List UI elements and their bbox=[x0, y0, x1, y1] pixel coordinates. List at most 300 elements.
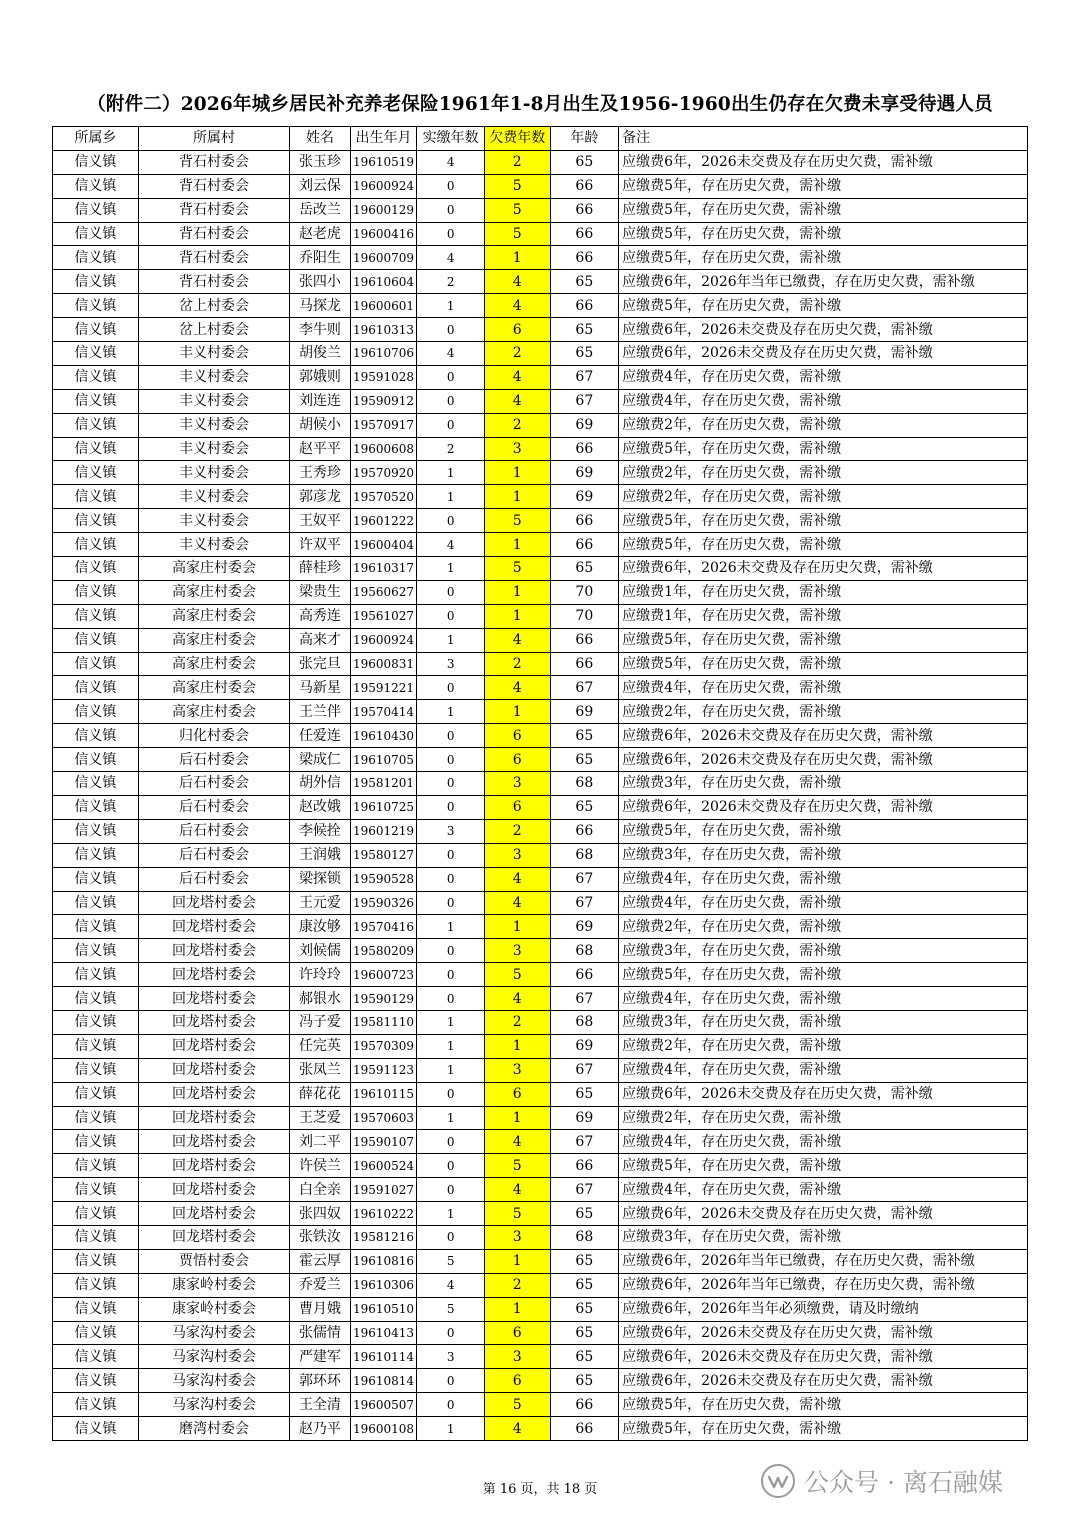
cell-owed-years: 1 bbox=[484, 461, 550, 485]
cell-owed-years: 1 bbox=[484, 246, 550, 270]
table-row bbox=[53, 795, 1028, 819]
cell-paid-years: 0 bbox=[417, 939, 485, 963]
cell-remarks: 应缴费6年，2026未交费及存在历史欠费，需补缴 bbox=[619, 1321, 1028, 1345]
cell-birth: 19610814 bbox=[350, 1369, 417, 1393]
cell-birth: 19590129 bbox=[350, 987, 417, 1011]
cell-owed-years: 4 bbox=[484, 891, 550, 915]
cell-township: 信义镇 bbox=[53, 939, 139, 963]
cell-remarks: 应缴费3年，存在历史欠费，需补缴 bbox=[619, 939, 1028, 963]
cell-age: 65 bbox=[550, 1082, 619, 1106]
cell-name: 许玲玲 bbox=[290, 963, 351, 987]
cell-birth: 19610317 bbox=[350, 557, 417, 581]
cell-birth: 19591221 bbox=[350, 676, 417, 700]
table-row bbox=[53, 557, 1028, 581]
cell-owed-years: 3 bbox=[484, 772, 550, 796]
cell-owed-years: 2 bbox=[484, 1273, 550, 1297]
cell-village: 回龙塔村委会 bbox=[138, 891, 289, 915]
cell-age: 67 bbox=[550, 867, 619, 891]
cell-owed-years: 3 bbox=[484, 1345, 550, 1369]
cell-birth: 19600416 bbox=[350, 222, 417, 246]
table-row bbox=[53, 963, 1028, 987]
col-village: 所属村 bbox=[138, 127, 289, 151]
cell-village: 高家庄村委会 bbox=[138, 557, 289, 581]
cell-remarks: 应缴费5年，存在历史欠费，需补缴 bbox=[619, 198, 1028, 222]
table-row bbox=[53, 485, 1028, 509]
cell-paid-years: 0 bbox=[417, 1130, 485, 1154]
cell-birth: 19600507 bbox=[350, 1393, 417, 1417]
cell-age: 65 bbox=[550, 1273, 619, 1297]
cell-village: 康家岭村委会 bbox=[138, 1297, 289, 1321]
cell-paid-years: 3 bbox=[417, 1345, 485, 1369]
cell-village: 后石村委会 bbox=[138, 843, 289, 867]
cell-paid-years: 5 bbox=[417, 1297, 485, 1321]
cell-age: 66 bbox=[550, 1393, 619, 1417]
cell-birth: 19601219 bbox=[350, 819, 417, 843]
cell-paid-years: 1 bbox=[417, 1058, 485, 1082]
cell-owed-years: 1 bbox=[484, 604, 550, 628]
cell-birth: 19610115 bbox=[350, 1082, 417, 1106]
cell-owed-years: 4 bbox=[484, 987, 550, 1011]
cell-remarks: 应缴费2年，存在历史欠费，需补缴 bbox=[619, 413, 1028, 437]
cell-name: 赵老虎 bbox=[290, 222, 351, 246]
table-row bbox=[53, 772, 1028, 796]
table-row bbox=[53, 270, 1028, 294]
col-township: 所属乡 bbox=[53, 127, 139, 151]
cell-owed-years: 1 bbox=[484, 533, 550, 557]
cell-birth: 19601222 bbox=[350, 509, 417, 533]
cell-birth: 19591123 bbox=[350, 1058, 417, 1082]
cell-remarks: 应缴费4年，存在历史欠费，需补缴 bbox=[619, 867, 1028, 891]
cell-village: 背石村委会 bbox=[138, 246, 289, 270]
cell-name: 梁探锁 bbox=[290, 867, 351, 891]
cell-paid-years: 0 bbox=[417, 748, 485, 772]
table-row bbox=[53, 246, 1028, 270]
cell-name: 梁贵生 bbox=[290, 580, 351, 604]
cell-township: 信义镇 bbox=[53, 604, 139, 628]
cell-remarks: 应缴费4年，存在历史欠费，需补缴 bbox=[619, 1178, 1028, 1202]
cell-birth: 19610725 bbox=[350, 795, 417, 819]
cell-name: 许双平 bbox=[290, 533, 351, 557]
cell-remarks: 应缴费3年，存在历史欠费，需补缴 bbox=[619, 843, 1028, 867]
cell-paid-years: 0 bbox=[417, 891, 485, 915]
table-row bbox=[53, 294, 1028, 318]
cell-birth: 19600608 bbox=[350, 437, 417, 461]
cell-township: 信义镇 bbox=[53, 413, 139, 437]
cell-remarks: 应缴费5年，存在历史欠费，需补缴 bbox=[619, 1417, 1028, 1441]
cell-age: 66 bbox=[550, 819, 619, 843]
cell-name: 王全清 bbox=[290, 1393, 351, 1417]
cell-age: 66 bbox=[550, 652, 619, 676]
table-row bbox=[53, 580, 1028, 604]
table-row bbox=[53, 604, 1028, 628]
cell-remarks: 应缴费5年，存在历史欠费，需补缴 bbox=[619, 1154, 1028, 1178]
cell-name: 薛桂珍 bbox=[290, 557, 351, 581]
cell-village: 磨湾村委会 bbox=[138, 1417, 289, 1441]
cell-remarks: 应缴费6年，2026未交费及存在历史欠费，需补缴 bbox=[619, 724, 1028, 748]
cell-name: 王芝爱 bbox=[290, 1106, 351, 1130]
cell-village: 高家庄村委会 bbox=[138, 628, 289, 652]
cell-paid-years: 0 bbox=[417, 509, 485, 533]
table-row bbox=[53, 700, 1028, 724]
cell-remarks: 应缴费6年，2026未交费及存在历史欠费，需补缴 bbox=[619, 748, 1028, 772]
cell-birth: 19600108 bbox=[350, 1417, 417, 1441]
cell-township: 信义镇 bbox=[53, 1393, 139, 1417]
cell-remarks: 应缴费5年，存在历史欠费，需补缴 bbox=[619, 533, 1028, 557]
table-row bbox=[53, 1345, 1028, 1369]
cell-birth: 19581110 bbox=[350, 1010, 417, 1034]
cell-age: 65 bbox=[550, 270, 619, 294]
cell-name: 张玉珍 bbox=[290, 150, 351, 174]
cell-village: 丰义村委会 bbox=[138, 509, 289, 533]
wechat-channel-icon bbox=[760, 1463, 796, 1499]
col-owed-years: 欠费年数 bbox=[484, 127, 550, 151]
cell-township: 信义镇 bbox=[53, 1106, 139, 1130]
cell-birth: 19600924 bbox=[350, 174, 417, 198]
cell-remarks: 应缴费6年，2026年当年已缴费，存在历史欠费，需补缴 bbox=[619, 270, 1028, 294]
cell-village: 回龙塔村委会 bbox=[138, 915, 289, 939]
table-row bbox=[53, 461, 1028, 485]
cell-name: 刘云保 bbox=[290, 174, 351, 198]
cell-birth: 19590912 bbox=[350, 389, 417, 413]
table-row bbox=[53, 867, 1028, 891]
cell-birth: 19570414 bbox=[350, 700, 417, 724]
cell-township: 信义镇 bbox=[53, 389, 139, 413]
col-paid-years: 实缴年数 bbox=[417, 127, 485, 151]
cell-remarks: 应缴费6年，2026未交费及存在历史欠费，需补缴 bbox=[619, 1202, 1028, 1226]
cell-name: 梁成仁 bbox=[290, 748, 351, 772]
cell-remarks: 应缴费2年，存在历史欠费，需补缴 bbox=[619, 485, 1028, 509]
cell-village: 丰义村委会 bbox=[138, 485, 289, 509]
cell-birth: 19570309 bbox=[350, 1034, 417, 1058]
cell-paid-years: 4 bbox=[417, 150, 485, 174]
cell-village: 贾悟村委会 bbox=[138, 1249, 289, 1273]
cell-birth: 19600601 bbox=[350, 294, 417, 318]
cell-age: 66 bbox=[550, 533, 619, 557]
table-row bbox=[53, 1249, 1028, 1273]
cell-paid-years: 4 bbox=[417, 1273, 485, 1297]
cell-birth: 19590107 bbox=[350, 1130, 417, 1154]
cell-age: 69 bbox=[550, 461, 619, 485]
cell-owed-years: 6 bbox=[484, 748, 550, 772]
cell-birth: 19570917 bbox=[350, 413, 417, 437]
cell-township: 信义镇 bbox=[53, 533, 139, 557]
cell-owed-years: 6 bbox=[484, 1369, 550, 1393]
cell-village: 背石村委会 bbox=[138, 198, 289, 222]
cell-township: 信义镇 bbox=[53, 724, 139, 748]
cell-owed-years: 4 bbox=[484, 676, 550, 700]
cell-paid-years: 0 bbox=[417, 174, 485, 198]
cell-paid-years: 4 bbox=[417, 533, 485, 557]
cell-birth: 19610114 bbox=[350, 1345, 417, 1369]
cell-village: 回龙塔村委会 bbox=[138, 1202, 289, 1226]
cell-name: 高秀连 bbox=[290, 604, 351, 628]
cell-owed-years: 5 bbox=[484, 963, 550, 987]
cell-owed-years: 3 bbox=[484, 843, 550, 867]
cell-paid-years: 0 bbox=[417, 222, 485, 246]
cell-village: 背石村委会 bbox=[138, 270, 289, 294]
cell-paid-years: 0 bbox=[417, 604, 485, 628]
document-title: （附件二）2026年城乡居民补充养老保险1961年1-8月出生及1956-1960出生仍存在欠费未享受待遇人员 bbox=[87, 94, 993, 115]
cell-owed-years: 5 bbox=[484, 1202, 550, 1226]
cell-name: 岳改兰 bbox=[290, 198, 351, 222]
cell-village: 丰义村委会 bbox=[138, 342, 289, 366]
cell-name: 赵平平 bbox=[290, 437, 351, 461]
cell-age: 65 bbox=[550, 1297, 619, 1321]
cell-name: 马新星 bbox=[290, 676, 351, 700]
cell-township: 信义镇 bbox=[53, 1010, 139, 1034]
cell-paid-years: 1 bbox=[417, 700, 485, 724]
cell-remarks: 应缴费4年，存在历史欠费，需补缴 bbox=[619, 676, 1028, 700]
cell-age: 67 bbox=[550, 1058, 619, 1082]
table-row bbox=[53, 1202, 1028, 1226]
cell-remarks: 应缴费1年，存在历史欠费，需补缴 bbox=[619, 580, 1028, 604]
cell-birth: 19570603 bbox=[350, 1106, 417, 1130]
cell-name: 任爱连 bbox=[290, 724, 351, 748]
cell-owed-years: 5 bbox=[484, 509, 550, 533]
cell-village: 高家庄村委会 bbox=[138, 604, 289, 628]
cell-age: 66 bbox=[550, 294, 619, 318]
table-row bbox=[53, 1225, 1028, 1249]
cell-birth: 19600404 bbox=[350, 533, 417, 557]
cell-paid-years: 0 bbox=[417, 772, 485, 796]
cell-age: 70 bbox=[550, 580, 619, 604]
cell-township: 信义镇 bbox=[53, 365, 139, 389]
watermark bbox=[760, 1463, 1003, 1499]
cell-age: 65 bbox=[550, 150, 619, 174]
cell-remarks: 应缴费6年，2026未交费及存在历史欠费，需补缴 bbox=[619, 1369, 1028, 1393]
cell-township: 信义镇 bbox=[53, 318, 139, 342]
cell-owed-years: 1 bbox=[484, 1249, 550, 1273]
col-birth: 出生年月 bbox=[350, 127, 417, 151]
cell-name: 乔阳生 bbox=[290, 246, 351, 270]
table-row bbox=[53, 652, 1028, 676]
cell-township: 信义镇 bbox=[53, 987, 139, 1011]
cell-age: 65 bbox=[550, 748, 619, 772]
cell-birth: 19610705 bbox=[350, 748, 417, 772]
cell-age: 66 bbox=[550, 1417, 619, 1441]
cell-name: 王元爱 bbox=[290, 891, 351, 915]
cell-village: 回龙塔村委会 bbox=[138, 939, 289, 963]
cell-name: 张儒情 bbox=[290, 1321, 351, 1345]
cell-village: 后石村委会 bbox=[138, 819, 289, 843]
cell-name: 马探龙 bbox=[290, 294, 351, 318]
cell-remarks: 应缴费6年，2026年当年已缴费，存在历史欠费，需补缴 bbox=[619, 1273, 1028, 1297]
cell-age: 69 bbox=[550, 485, 619, 509]
cell-owed-years: 1 bbox=[484, 1034, 550, 1058]
cell-name: 刘连连 bbox=[290, 389, 351, 413]
cell-village: 回龙塔村委会 bbox=[138, 1010, 289, 1034]
cell-paid-years: 0 bbox=[417, 318, 485, 342]
cell-name: 郭彦龙 bbox=[290, 485, 351, 509]
cell-paid-years: 0 bbox=[417, 580, 485, 604]
cell-owed-years: 3 bbox=[484, 1058, 550, 1082]
cell-owed-years: 1 bbox=[484, 1297, 550, 1321]
table-row bbox=[53, 1034, 1028, 1058]
table-row bbox=[53, 987, 1028, 1011]
table-row bbox=[53, 413, 1028, 437]
cell-owed-years: 4 bbox=[484, 365, 550, 389]
cell-owed-years: 6 bbox=[484, 724, 550, 748]
table-row bbox=[53, 1393, 1028, 1417]
cell-owed-years: 6 bbox=[484, 318, 550, 342]
cell-age: 66 bbox=[550, 198, 619, 222]
cell-birth: 19610706 bbox=[350, 342, 417, 366]
cell-owed-years: 5 bbox=[484, 1154, 550, 1178]
cell-name: 曹月娥 bbox=[290, 1297, 351, 1321]
cell-name: 张四小 bbox=[290, 270, 351, 294]
cell-birth: 19591027 bbox=[350, 1178, 417, 1202]
cell-village: 回龙塔村委会 bbox=[138, 1034, 289, 1058]
cell-remarks: 应缴费5年，存在历史欠费，需补缴 bbox=[619, 174, 1028, 198]
cell-remarks: 应缴费5年，存在历史欠费，需补缴 bbox=[619, 819, 1028, 843]
cell-village: 回龙塔村委会 bbox=[138, 1225, 289, 1249]
cell-age: 65 bbox=[550, 1202, 619, 1226]
cell-owed-years: 5 bbox=[484, 222, 550, 246]
cell-birth: 19591028 bbox=[350, 365, 417, 389]
cell-age: 68 bbox=[550, 772, 619, 796]
cell-village: 丰义村委会 bbox=[138, 461, 289, 485]
cell-age: 67 bbox=[550, 676, 619, 700]
cell-owed-years: 2 bbox=[484, 819, 550, 843]
cell-birth: 19561027 bbox=[350, 604, 417, 628]
cell-remarks: 应缴费5年，存在历史欠费，需补缴 bbox=[619, 509, 1028, 533]
cell-remarks: 应缴费2年，存在历史欠费，需补缴 bbox=[619, 915, 1028, 939]
cell-age: 67 bbox=[550, 389, 619, 413]
cell-remarks: 应缴费4年，存在历史欠费，需补缴 bbox=[619, 365, 1028, 389]
cell-paid-years: 1 bbox=[417, 1010, 485, 1034]
cell-village: 回龙塔村委会 bbox=[138, 1130, 289, 1154]
cell-township: 信义镇 bbox=[53, 342, 139, 366]
cell-age: 69 bbox=[550, 1106, 619, 1130]
cell-township: 信义镇 bbox=[53, 1369, 139, 1393]
cell-paid-years: 0 bbox=[417, 1393, 485, 1417]
cell-village: 后石村委会 bbox=[138, 748, 289, 772]
cell-birth: 19570416 bbox=[350, 915, 417, 939]
cell-birth: 19590326 bbox=[350, 891, 417, 915]
cell-remarks: 应缴费6年，2026未交费及存在历史欠费，需补缴 bbox=[619, 1082, 1028, 1106]
cell-township: 信义镇 bbox=[53, 748, 139, 772]
table-row bbox=[53, 819, 1028, 843]
cell-paid-years: 4 bbox=[417, 246, 485, 270]
cell-owed-years: 4 bbox=[484, 1178, 550, 1202]
cell-township: 信义镇 bbox=[53, 628, 139, 652]
cell-township: 信义镇 bbox=[53, 1082, 139, 1106]
cell-remarks: 应缴费5年，存在历史欠费，需补缴 bbox=[619, 294, 1028, 318]
cell-birth: 19600129 bbox=[350, 198, 417, 222]
cell-birth: 19610413 bbox=[350, 1321, 417, 1345]
cell-township: 信义镇 bbox=[53, 1297, 139, 1321]
cell-village: 丰义村委会 bbox=[138, 413, 289, 437]
cell-age: 66 bbox=[550, 509, 619, 533]
cell-paid-years: 1 bbox=[417, 1106, 485, 1130]
cell-owed-years: 5 bbox=[484, 557, 550, 581]
cell-birth: 19610510 bbox=[350, 1297, 417, 1321]
cell-township: 信义镇 bbox=[53, 174, 139, 198]
cell-birth: 19600524 bbox=[350, 1154, 417, 1178]
cell-township: 信义镇 bbox=[53, 1321, 139, 1345]
table-row bbox=[53, 437, 1028, 461]
cell-village: 高家庄村委会 bbox=[138, 676, 289, 700]
cell-paid-years: 0 bbox=[417, 1321, 485, 1345]
cell-village: 康家岭村委会 bbox=[138, 1273, 289, 1297]
cell-age: 69 bbox=[550, 915, 619, 939]
cell-township: 信义镇 bbox=[53, 652, 139, 676]
cell-age: 65 bbox=[550, 1345, 619, 1369]
cell-owed-years: 4 bbox=[484, 1417, 550, 1441]
cell-village: 背石村委会 bbox=[138, 150, 289, 174]
cell-paid-years: 0 bbox=[417, 198, 485, 222]
arrears-table bbox=[52, 126, 1028, 1441]
cell-birth: 19581201 bbox=[350, 772, 417, 796]
col-remarks: 备注 bbox=[619, 127, 1028, 151]
cell-paid-years: 0 bbox=[417, 963, 485, 987]
cell-owed-years: 6 bbox=[484, 1321, 550, 1345]
cell-remarks: 应缴费6年，2026未交费及存在历史欠费，需补缴 bbox=[619, 318, 1028, 342]
table-row bbox=[53, 1417, 1028, 1441]
cell-remarks: 应缴费5年，存在历史欠费，需补缴 bbox=[619, 628, 1028, 652]
cell-township: 信义镇 bbox=[53, 557, 139, 581]
cell-township: 信义镇 bbox=[53, 222, 139, 246]
cell-paid-years: 0 bbox=[417, 1082, 485, 1106]
cell-township: 信义镇 bbox=[53, 270, 139, 294]
cell-township: 信义镇 bbox=[53, 891, 139, 915]
cell-name: 李候拴 bbox=[290, 819, 351, 843]
cell-birth: 19570520 bbox=[350, 485, 417, 509]
cell-paid-years: 1 bbox=[417, 485, 485, 509]
cell-birth: 19600723 bbox=[350, 963, 417, 987]
cell-village: 回龙塔村委会 bbox=[138, 1178, 289, 1202]
cell-remarks: 应缴费5年，存在历史欠费，需补缴 bbox=[619, 437, 1028, 461]
cell-remarks: 应缴费5年，存在历史欠费，需补缴 bbox=[619, 1393, 1028, 1417]
cell-age: 65 bbox=[550, 1249, 619, 1273]
cell-birth: 19610816 bbox=[350, 1249, 417, 1273]
cell-remarks: 应缴费4年，存在历史欠费，需补缴 bbox=[619, 891, 1028, 915]
cell-name: 严建军 bbox=[290, 1345, 351, 1369]
header-row bbox=[53, 127, 1028, 151]
table-row bbox=[53, 150, 1028, 174]
table-row bbox=[53, 509, 1028, 533]
cell-name: 张完旦 bbox=[290, 652, 351, 676]
cell-remarks: 应缴费5年，存在历史欠费，需补缴 bbox=[619, 652, 1028, 676]
cell-owed-years: 6 bbox=[484, 1082, 550, 1106]
cell-paid-years: 1 bbox=[417, 1202, 485, 1226]
cell-paid-years: 0 bbox=[417, 365, 485, 389]
cell-age: 65 bbox=[550, 795, 619, 819]
col-name: 姓名 bbox=[290, 127, 351, 151]
cell-village: 岔上村委会 bbox=[138, 294, 289, 318]
cell-age: 66 bbox=[550, 246, 619, 270]
cell-village: 回龙塔村委会 bbox=[138, 987, 289, 1011]
cell-owed-years: 4 bbox=[484, 867, 550, 891]
cell-name: 胡俊兰 bbox=[290, 342, 351, 366]
table-row bbox=[53, 1369, 1028, 1393]
table-row bbox=[53, 843, 1028, 867]
cell-township: 信义镇 bbox=[53, 772, 139, 796]
cell-age: 65 bbox=[550, 1321, 619, 1345]
cell-name: 王奴平 bbox=[290, 509, 351, 533]
cell-township: 信义镇 bbox=[53, 1225, 139, 1249]
cell-paid-years: 0 bbox=[417, 1225, 485, 1249]
cell-remarks: 应缴费4年，存在历史欠费，需补缴 bbox=[619, 389, 1028, 413]
cell-remarks: 应缴费3年，存在历史欠费，需补缴 bbox=[619, 772, 1028, 796]
cell-name: 霍云厚 bbox=[290, 1249, 351, 1273]
cell-name: 郭环环 bbox=[290, 1369, 351, 1393]
cell-age: 67 bbox=[550, 891, 619, 915]
cell-remarks: 应缴费1年，存在历史欠费，需补缴 bbox=[619, 604, 1028, 628]
cell-name: 白全亲 bbox=[290, 1178, 351, 1202]
cell-village: 马家沟村委会 bbox=[138, 1369, 289, 1393]
table-row bbox=[53, 1178, 1028, 1202]
